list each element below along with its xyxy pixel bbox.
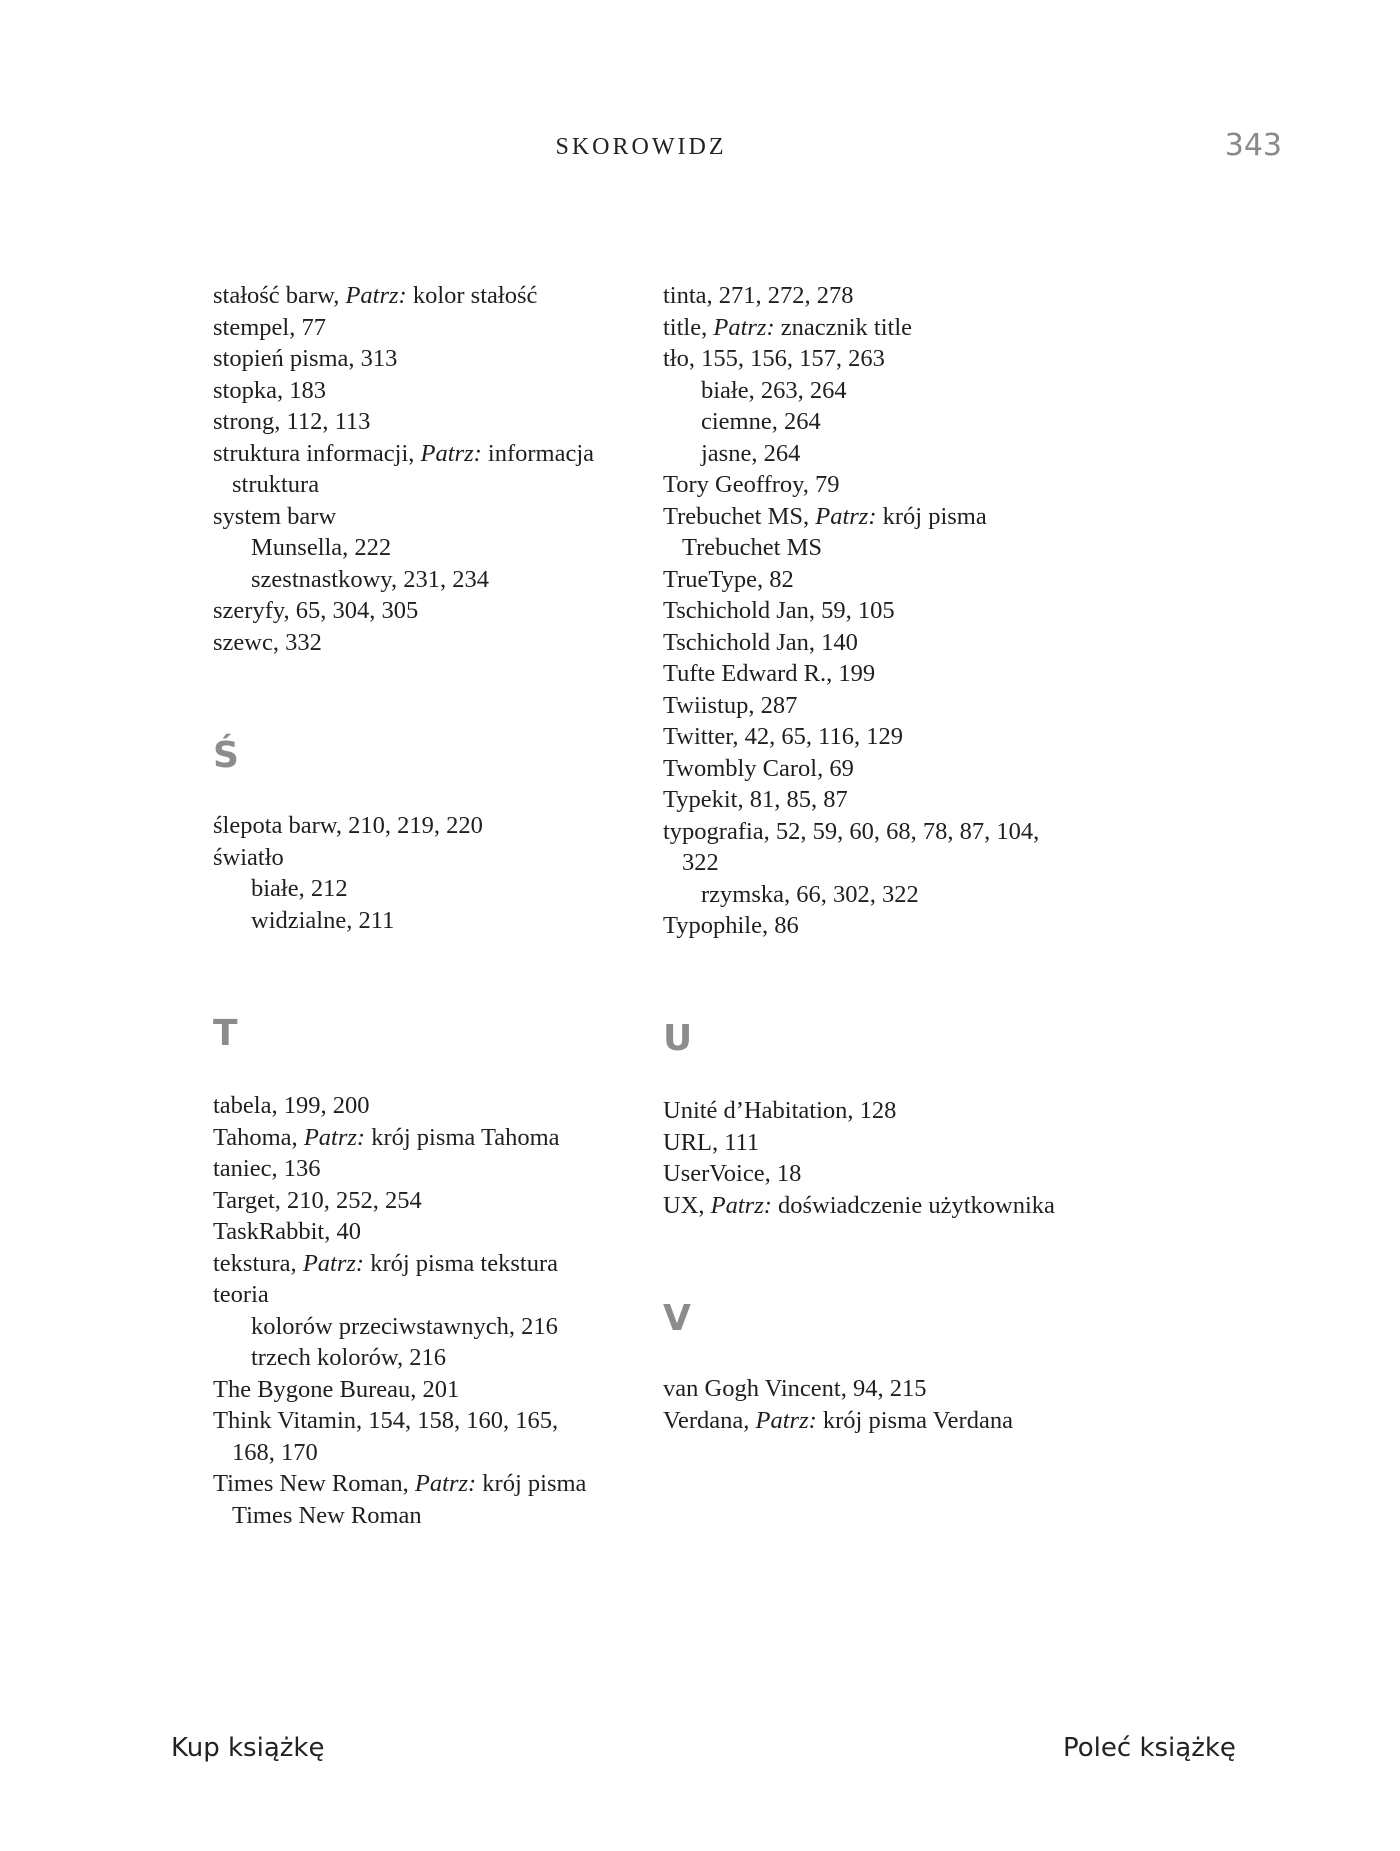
index-entry-term: title, (663, 313, 714, 341)
index-entry-term: białe, 212 (251, 875, 348, 902)
index-entry-term: UX, (663, 1191, 711, 1219)
index-entry-term: Typekit, 81, 85, 87 (663, 786, 848, 813)
index-entry-reference: doświadczenie użytkownika (771, 1191, 1055, 1219)
index-entry-term: struktura informacji, (213, 439, 421, 467)
index-entry (213, 595, 418, 627)
index-entry-term: Times New Roman, (213, 1470, 415, 1497)
index-entry-term: Trebuchet MS (682, 534, 822, 561)
index-entry-see-label: Patrz: (710, 1191, 772, 1219)
index-entry-term: Tschichold Jan, 140 (663, 628, 858, 656)
index-entry (213, 1468, 586, 1500)
index-entry (663, 343, 885, 375)
index-entry-term: tekstura, (213, 1249, 303, 1277)
index-entry-term: Twitter, 42, 65, 116, 129 (663, 723, 904, 750)
index-entry (663, 1190, 1055, 1222)
index-entry-reference: krój pisma tekstura (364, 1249, 558, 1277)
index-entry-term: Munsella, 222 (251, 534, 392, 561)
index-entry (213, 469, 319, 501)
index-entry-term: tinta, 271, 272, 278 (663, 282, 854, 309)
index-entry-term: ślepota barw, 210, 219, 220 (213, 812, 483, 839)
index-entry-term: szeryfy, 65, 304, 305 (213, 597, 419, 624)
index-entry-see-label: Patrz: (302, 1249, 365, 1277)
index-entry-term: TaskRabbit, 40 (213, 1218, 361, 1245)
index-entry-reference: kolor stałość (406, 282, 538, 309)
index-entry (663, 375, 847, 407)
index-entry (663, 595, 895, 627)
index-entry-term: trzech kolorów, 216 (251, 1344, 447, 1371)
index-entry (213, 438, 594, 470)
index-entry-term: The Bygone Bureau, 201 (213, 1375, 460, 1403)
running-head: SKOROWIDZ (555, 134, 727, 160)
index-entry-reference: krój pisma (876, 502, 987, 530)
index-entry-term: szewc, 332 (213, 628, 322, 656)
index-entry (213, 1405, 558, 1437)
letter-heading-u: U (663, 1018, 693, 1059)
index-entry (663, 816, 1039, 848)
index-entry (213, 1185, 422, 1217)
index-entry-term: szestnastkowy, 231, 234 (251, 565, 489, 593)
index-entry-term: teoria (213, 1281, 269, 1308)
index-entry (213, 532, 391, 564)
index-entry-term: Think Vitamin, 154, 158, 160, 165, (213, 1407, 559, 1434)
index-entry (213, 1153, 321, 1185)
index-entry (213, 1122, 560, 1154)
index-entry-term: Twiistup, 287 (663, 691, 798, 719)
index-entry-term: Times New Roman (232, 1501, 422, 1529)
index-entry (663, 1127, 759, 1159)
index-entry (663, 312, 912, 344)
index-entry (663, 280, 854, 312)
index-entry-reference: znacznik title (774, 313, 913, 341)
page-number: 343 (1224, 128, 1282, 163)
index-entry (213, 1374, 459, 1406)
index-entry (213, 280, 537, 312)
index-entry-term: tabela, 199, 200 (213, 1092, 370, 1119)
index-entry-term: Unité d’Habitation, 128 (663, 1097, 897, 1124)
index-entry (663, 721, 903, 753)
index-entry-term: Tschichold Jan, 59, 105 (663, 597, 895, 624)
index-entry-term: jasne, 264 (701, 439, 801, 467)
index-entry (213, 343, 397, 375)
index-entry-term: stopień pisma, 313 (213, 345, 398, 372)
index-entry-see-label: Patrz: (815, 502, 877, 530)
index-entry (663, 1373, 926, 1405)
index-entry (663, 879, 919, 911)
index-entry (663, 753, 854, 785)
index-entry-term: Trebuchet MS, (663, 502, 816, 530)
index-entry-term: URL, 111 (663, 1128, 760, 1156)
index-entry (213, 1342, 446, 1374)
index-entry (663, 1095, 896, 1127)
index-entry (213, 1500, 422, 1532)
index-entry (663, 690, 797, 722)
index-entry-term: stopka, 183 (213, 376, 326, 404)
index-entry-term: 168, 170 (232, 1438, 318, 1466)
index-entry-reference: krój pisma (476, 1470, 587, 1497)
index-entry-term: TrueType, 82 (663, 565, 794, 593)
index-entry-term: Tahoma, (213, 1123, 304, 1151)
index-entry-term: stałość barw, (213, 282, 346, 309)
index-entry-see-label: Patrz: (755, 1406, 817, 1434)
index-entry-term: Target, 210, 252, 254 (213, 1186, 422, 1214)
index-entry-see-label: Patrz: (420, 439, 482, 467)
index-entry-term: typografia, 52, 59, 60, 68, 78, 87, 104, (663, 817, 1040, 845)
index-entry-term: 322 (682, 849, 719, 876)
index-entry-term: UserVoice, 18 (663, 1160, 802, 1187)
index-entry-term: Tory Geoffroy, 79 (663, 471, 840, 498)
letter-heading-v: V (663, 1298, 691, 1339)
index-entry-term: widzialne, 211 (251, 906, 395, 934)
index-entry-term: ciemne, 264 (701, 408, 821, 435)
index-entry (663, 438, 800, 470)
index-entry-term: Twombly Carol, 69 (663, 754, 854, 782)
recommend-book-link[interactable]: Poleć książkę (1063, 1733, 1236, 1763)
index-entry (213, 501, 336, 533)
index-entry-term: Typophile, 86 (663, 912, 799, 939)
index-entry-term: taniec, 136 (213, 1155, 321, 1182)
index-entry-reference: krój pisma Verdana (816, 1406, 1013, 1434)
index-entry (663, 469, 840, 501)
letter-heading-t: T (213, 1013, 238, 1054)
index-entry (213, 1090, 370, 1122)
index-entry-term: strong, 112, 113 (213, 408, 371, 435)
index-entry-term: światło (213, 843, 284, 871)
index-entry-reference: informacja (481, 439, 595, 467)
index-entry (663, 627, 858, 659)
index-entry (663, 910, 799, 942)
index-entry-see-label: Patrz: (303, 1123, 366, 1151)
index-entry-term: kolorów przeciwstawnych, 216 (251, 1312, 558, 1340)
index-entry-term: tło, 155, 156, 157, 263 (663, 345, 885, 372)
index-entry (663, 658, 875, 690)
index-entry (213, 1437, 318, 1469)
index-entry-see-label: Patrz: (713, 313, 775, 341)
index-entry (213, 1311, 558, 1343)
index-entry-term: stempel, 77 (213, 313, 326, 341)
index-entry-term: struktura (232, 471, 320, 498)
index-entry (213, 627, 322, 659)
letter-heading-s-acute: Ś (213, 735, 239, 776)
index-entry (663, 784, 848, 816)
index-entry (213, 375, 326, 407)
index-entry (213, 406, 370, 438)
index-entry (213, 873, 348, 905)
index-entry (663, 1158, 801, 1190)
index-entry (663, 501, 987, 533)
index-entry-term: van Gogh Vincent, 94, 215 (663, 1375, 927, 1402)
index-entry-reference: krój pisma Tahoma (365, 1123, 560, 1151)
index-entry (663, 847, 719, 879)
index-entry (213, 1279, 269, 1311)
index-entry-term: białe, 263, 264 (701, 376, 847, 404)
index-entry (213, 1216, 361, 1248)
index-entry (213, 312, 326, 344)
index-entry (213, 810, 483, 842)
index-entry-term: Tufte Edward R., 199 (663, 660, 876, 687)
index-entry-see-label: Patrz: (414, 1470, 477, 1497)
index-entry-see-label: Patrz: (345, 282, 407, 309)
index-entry (213, 905, 394, 937)
index-entry (213, 842, 284, 874)
index-entry (213, 564, 489, 596)
index-entry (663, 564, 794, 596)
index-entry (663, 406, 821, 438)
index-entry-term: system barw (213, 502, 337, 530)
index-entry-term: Verdana, (663, 1406, 756, 1434)
buy-book-link[interactable]: Kup książkę (171, 1733, 325, 1763)
index-entry-term: rzymska, 66, 302, 322 (701, 880, 919, 908)
index-entry (663, 1405, 1013, 1437)
index-entry (213, 1248, 558, 1280)
index-entry (663, 532, 822, 564)
